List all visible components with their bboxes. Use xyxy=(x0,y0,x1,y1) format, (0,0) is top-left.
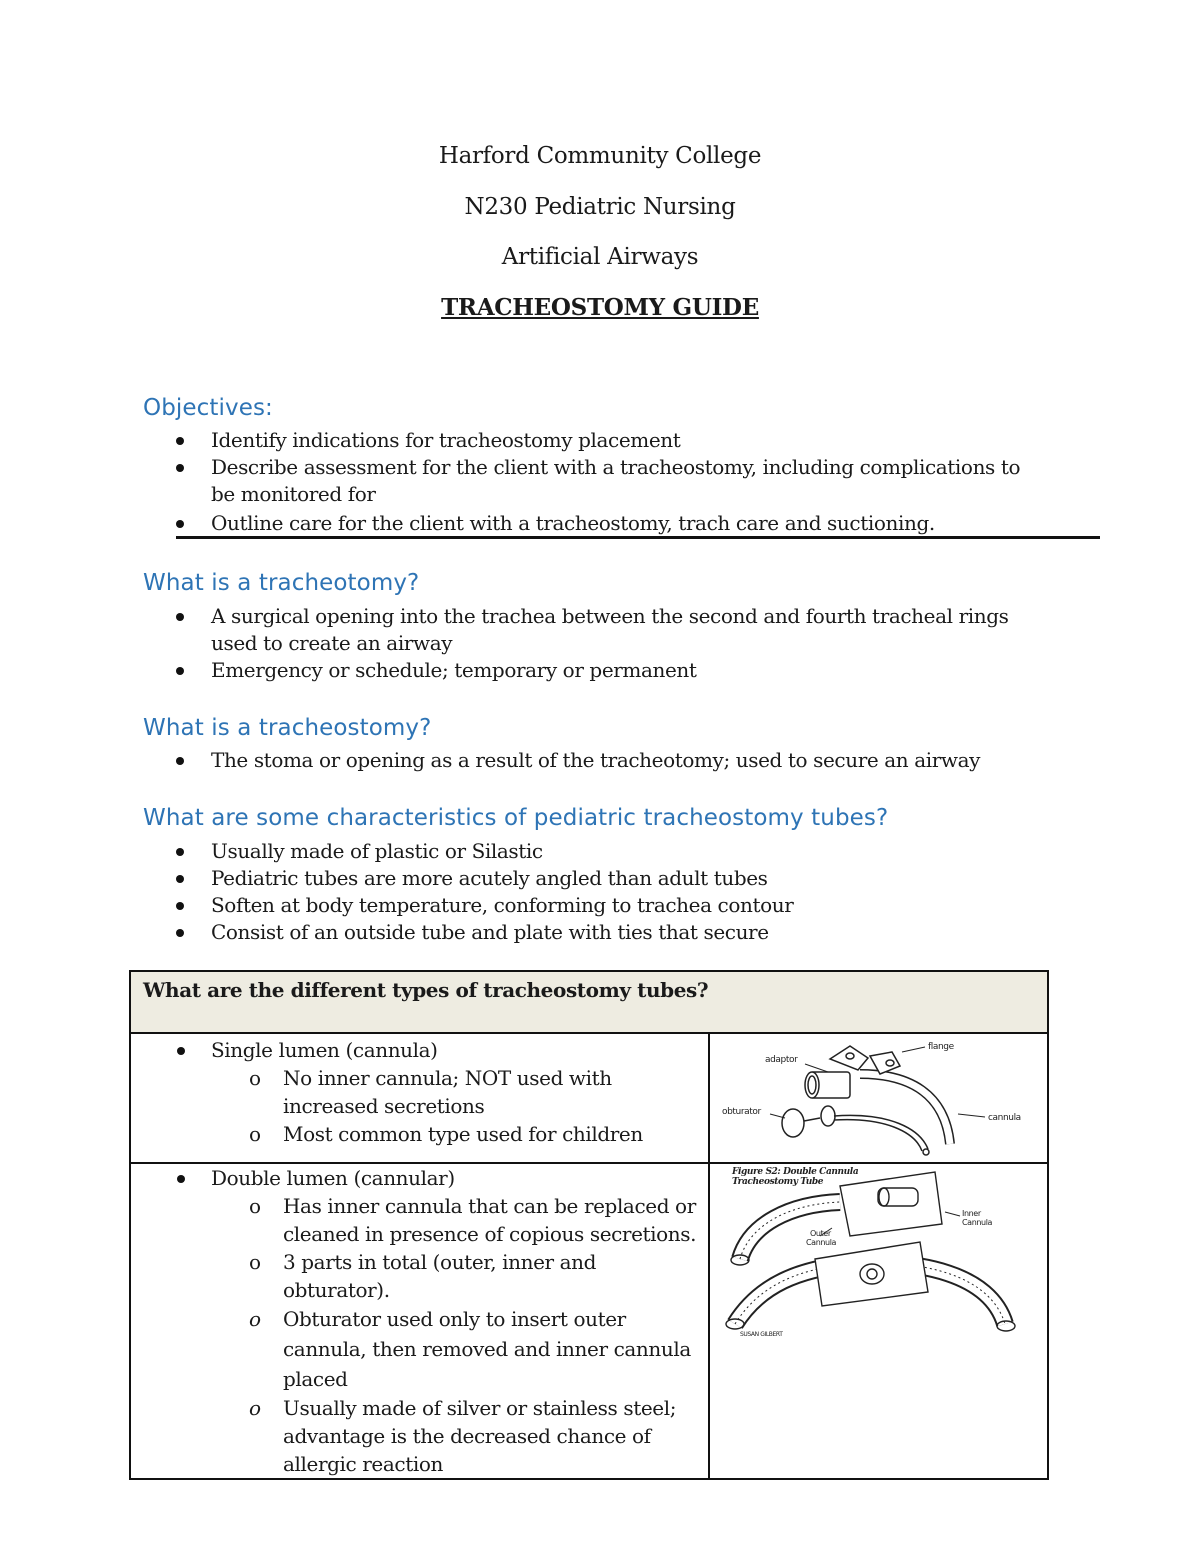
characteristics-list xyxy=(0,838,1056,946)
flange-label: flange xyxy=(928,1042,954,1052)
list-item: A surgical opening into the trachea between the second and fourth tracheal rings used to create an airway xyxy=(0,603,1051,657)
section-divider xyxy=(176,536,1100,539)
single-lumen-item xyxy=(131,1036,708,1148)
single-lumen-figure-cell xyxy=(709,1033,1048,1163)
college-name: Harford Community College xyxy=(438,143,762,169)
outer-cannula-label-2: Cannula xyxy=(806,1238,837,1247)
double-lumen-item xyxy=(131,1164,708,1478)
double-lumen-cell xyxy=(130,1163,709,1479)
table-header: What are the different types of tracheostomy tubes? xyxy=(130,971,1048,1033)
list-item: o Most common type used for children xyxy=(249,1122,643,1146)
list-item: Pediatric tubes are more acutely angled than adult tubes xyxy=(0,865,1056,892)
figure-title-line2: Tracheostomy Tube xyxy=(732,1177,824,1187)
tube-types-table xyxy=(129,970,1049,1480)
single-lumen-cell xyxy=(130,1033,709,1163)
topic-title: Artificial Airways xyxy=(501,244,699,270)
adaptor-label: adaptor xyxy=(765,1055,798,1065)
list-item: Outline care for the client with a tracheostomy, trach care and suctioning. xyxy=(0,510,1056,537)
single-lumen-tube-figure xyxy=(710,1034,1045,1160)
list-item: Usually made of plastic or Silastic xyxy=(0,838,1056,865)
list-item: o No inner cannula; NOT used with increased secretions xyxy=(249,1066,612,1118)
list-item: Soften at body temperature, conforming to trachea contour xyxy=(0,892,1056,919)
double-cannula-figure xyxy=(710,1164,1045,1414)
objectives-list xyxy=(0,427,1056,537)
list-item: o Obturator used only to insert outer cannula, then removed and inner cannula placed xyxy=(249,1307,691,1391)
list-item: o 3 parts in total (outer, inner and obturator). xyxy=(249,1250,597,1302)
list-item: Consist of an outside tube and plate with ties that secure xyxy=(0,919,1056,946)
list-item: Describe assessment for the client with a tracheostomy, including complications to be monitored for xyxy=(0,454,1031,508)
outer-cannula-label-1: Outer xyxy=(810,1229,831,1238)
inner-cannula-label-1: Inner xyxy=(962,1209,981,1218)
tracheostomy-list xyxy=(0,747,1056,774)
characteristics-heading: What are some characteristics of pediatric tracheostomy tubes? xyxy=(143,805,889,831)
single-lumen-label: Single lumen (cannula) xyxy=(211,1038,438,1062)
tracheostomy-heading: What is a tracheostomy? xyxy=(143,715,432,741)
tracheotomy-list xyxy=(0,603,1056,684)
list-item: Identify indications for tracheostomy placement xyxy=(0,427,1056,454)
cannula-label: cannula xyxy=(988,1113,1021,1123)
list-item: Emergency or schedule; temporary or permanent xyxy=(0,657,1056,684)
obturator-label: obturator xyxy=(722,1107,761,1117)
list-item: o Has inner cannula that can be replaced or cleaned in presence of copious secretions. xyxy=(249,1194,697,1246)
list-item: o Usually made of silver or stainless steel; advantage is the decreased chance of allergic reaction xyxy=(249,1396,677,1476)
guide-title: TRACHEOSTOMY GUIDE xyxy=(441,294,759,321)
objectives-heading: Objectives: xyxy=(143,395,273,421)
inner-cannula-label-2: Cannula xyxy=(962,1218,993,1227)
figure-title-line1: Figure S2: Double Cannula xyxy=(732,1167,859,1177)
figure-credit: SUSAN GILBERT xyxy=(740,1331,783,1338)
tracheotomy-heading: What is a tracheotomy? xyxy=(143,570,420,596)
list-item: The stoma or opening as a result of the tracheotomy; used to secure an airway xyxy=(0,747,1056,774)
double-lumen-figure-cell xyxy=(709,1163,1048,1479)
course-name: N230 Pediatric Nursing xyxy=(464,194,736,220)
double-lumen-label: Double lumen (cannular) xyxy=(211,1166,455,1190)
